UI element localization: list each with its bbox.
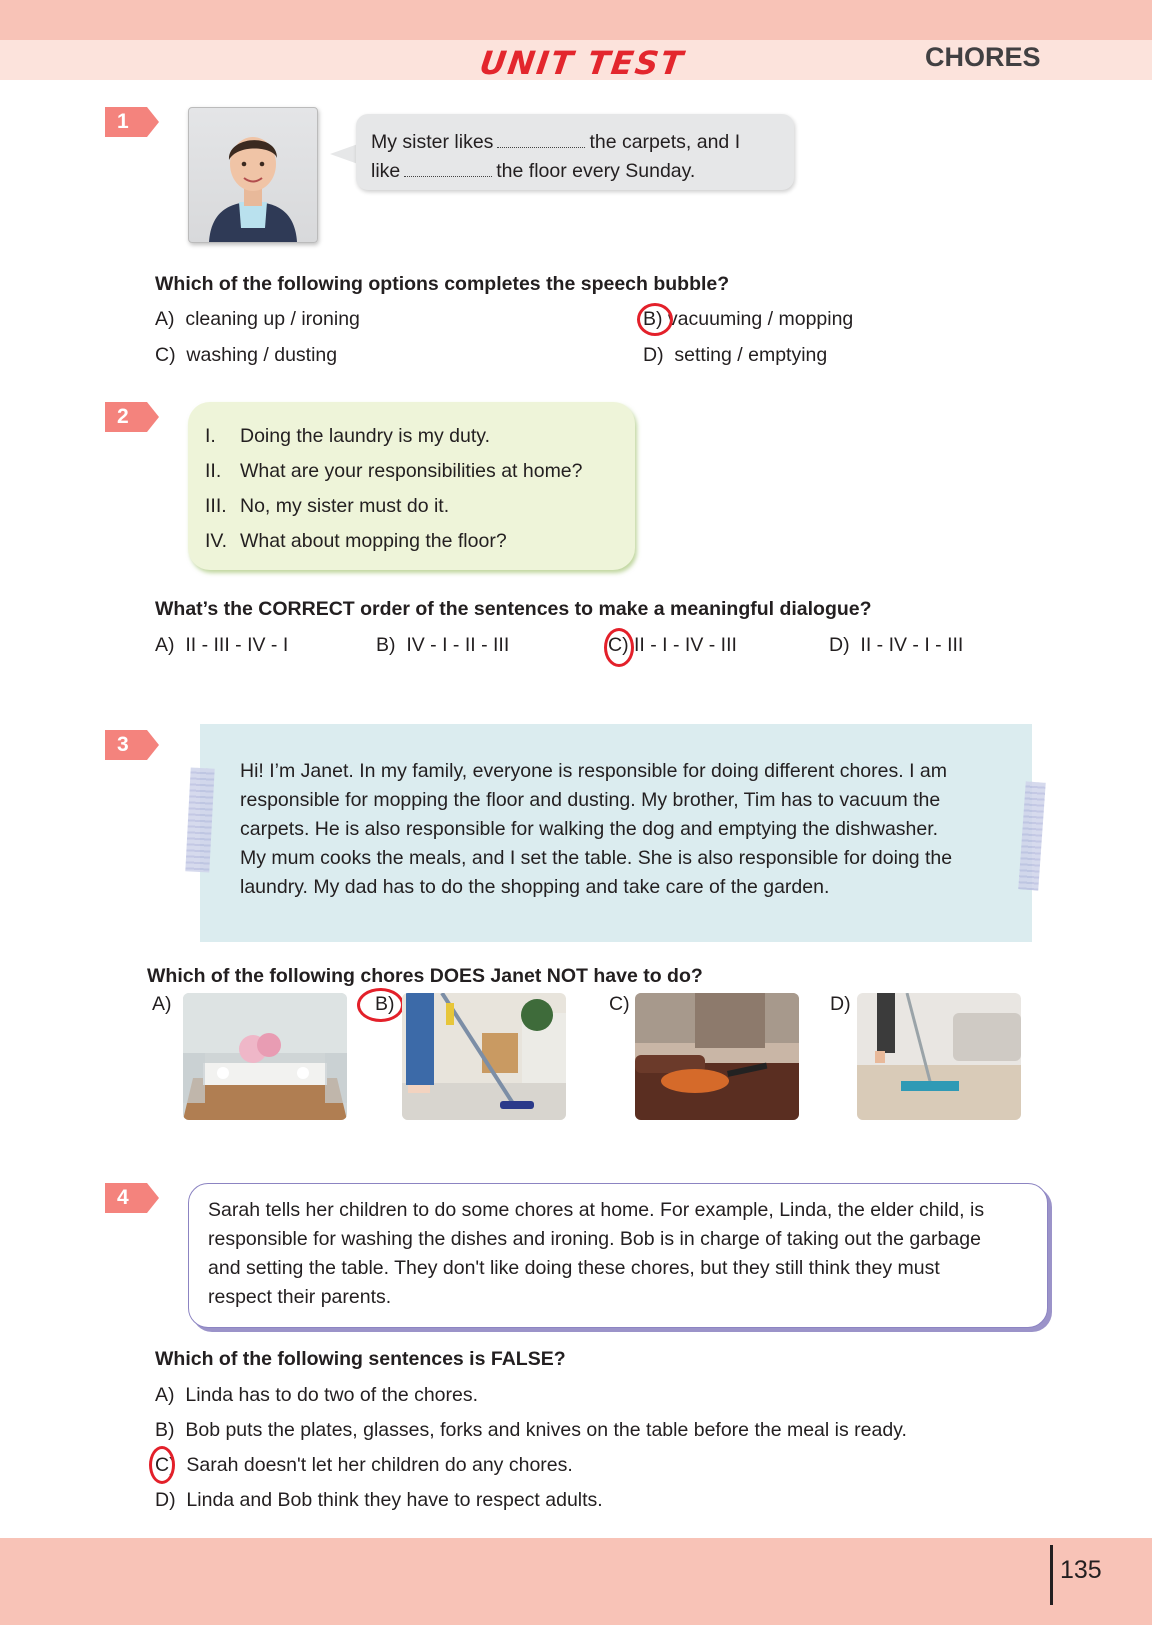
q1-option-b[interactable]: B) vacuuming / mopping (643, 308, 854, 330)
dialogue-sentence: Doing the laundry is my duty. (240, 425, 491, 447)
bubble-text-part: My sister likes (371, 131, 494, 153)
q3-option-d-letter[interactable]: D) (830, 993, 851, 1015)
question-1-prompt: Which of the following options completes the speech bubble? (155, 273, 730, 295)
question-3-badge: 3 (105, 730, 147, 760)
passage-line: Sarah tells her children to do some chores at home. For example, Linda, the elder child, is (208, 1199, 985, 1221)
mopping-photo[interactable] (857, 993, 1021, 1120)
q4-option-d[interactable]: D) Linda and Bob think they have to respect adults. (155, 1489, 603, 1511)
q3-option-b-letter[interactable]: B) (375, 993, 395, 1015)
unit-test-title: UNIT TEST (477, 44, 687, 82)
roman-numeral: I. (205, 425, 216, 447)
bubble-text-part: the floor every Sunday. (496, 160, 696, 182)
q3-option-a-letter[interactable]: A) (152, 993, 172, 1015)
boy-photo (188, 107, 318, 243)
q1-option-a[interactable]: A) cleaning up / ironing (155, 308, 360, 330)
bubble-text-part: the carpets, and I (589, 131, 741, 153)
dialogue-sentence: No, my sister must do it. (240, 495, 450, 517)
q2-option-c[interactable]: C) II - I - IV - III (608, 634, 737, 656)
passage-line: responsible for washing the dishes and ironing. Bob is in charge of taking out the garbage (208, 1228, 981, 1250)
passage-line: and setting the table. They don't like doing these chores, but they still think they must (208, 1257, 940, 1279)
answer-circle-q2 (604, 628, 634, 667)
q4-option-a[interactable]: A) Linda has to do two of the chores. (155, 1384, 479, 1406)
q3-option-c-letter[interactable]: C) (609, 993, 630, 1015)
q1-option-c[interactable]: C) washing / dusting (155, 344, 338, 366)
q2-option-a[interactable]: A) II - III - IV - I (155, 634, 289, 656)
q4-option-b[interactable]: B) Bob puts the plates, glasses, forks and knives on the table before the meal is ready. (155, 1419, 907, 1441)
janet-passage (240, 757, 1020, 902)
passage-line: carpets. He is also responsible for walking the dog and emptying the dishwasher. (240, 818, 939, 840)
set-table-photo[interactable] (183, 993, 347, 1120)
question-2-badge: 2 (105, 402, 147, 432)
passage-line: laundry. My dad has to do the shopping and take care of the garden. (240, 876, 830, 898)
sarah-passage (208, 1196, 1038, 1312)
answer-circle-q1 (637, 303, 673, 336)
q2-option-d[interactable]: D) II - IV - I - III (829, 634, 964, 656)
question-2-prompt: What’s the CORRECT order of the sentences to make a meaningful dialogue? (155, 598, 872, 620)
roman-numeral: III. (205, 495, 227, 517)
roman-numeral: IV. (205, 530, 228, 552)
page-number-divider (1050, 1545, 1053, 1605)
question-1-badge: 1 (105, 107, 147, 137)
topic-title: CHORES (925, 42, 1041, 72)
passage-line: responsible for mopping the floor and dusting. My brother, Tim has to vacuum the (240, 789, 941, 811)
top-band (0, 0, 1152, 40)
q2-option-b[interactable]: B) IV - I - II - III (376, 634, 510, 656)
passage-line: Hi! I’m Janet. In my family, everyone is responsible for doing different chores. I am (240, 760, 947, 782)
speech-bubble-tail (330, 144, 358, 164)
dialogue-sentence: What are your responsibilities at home? (240, 460, 583, 482)
question-4-badge: 4 (105, 1183, 147, 1213)
bubble-text-part: like (371, 160, 401, 182)
bottom-band (0, 1538, 1152, 1625)
answer-blank (404, 162, 492, 177)
answer-circle-q4 (149, 1446, 175, 1484)
question-4-prompt: Which of the following sentences is FALSE? (155, 1348, 566, 1370)
q4-option-c[interactable]: C) Sarah doesn't let her children do any chores. (155, 1454, 573, 1476)
speech-bubble-text (371, 128, 781, 186)
q1-option-d[interactable]: D) setting / emptying (643, 344, 828, 366)
roman-numeral: II. (205, 460, 222, 482)
question-3-prompt: Which of the following chores DOES Janet NOT have to do? (147, 965, 703, 987)
page-number: 135 (1060, 1556, 1102, 1584)
vacuuming-photo[interactable] (402, 993, 566, 1120)
answer-circle-q3 (357, 988, 404, 1022)
passage-line: My mum cooks the meals, and I set the table. She is also responsible for doing the (240, 847, 953, 869)
dusting-photo[interactable] (635, 993, 799, 1120)
passage-line: respect their parents. (208, 1286, 392, 1308)
answer-blank (497, 133, 585, 148)
dialogue-sentence: What about mopping the floor? (240, 530, 507, 552)
